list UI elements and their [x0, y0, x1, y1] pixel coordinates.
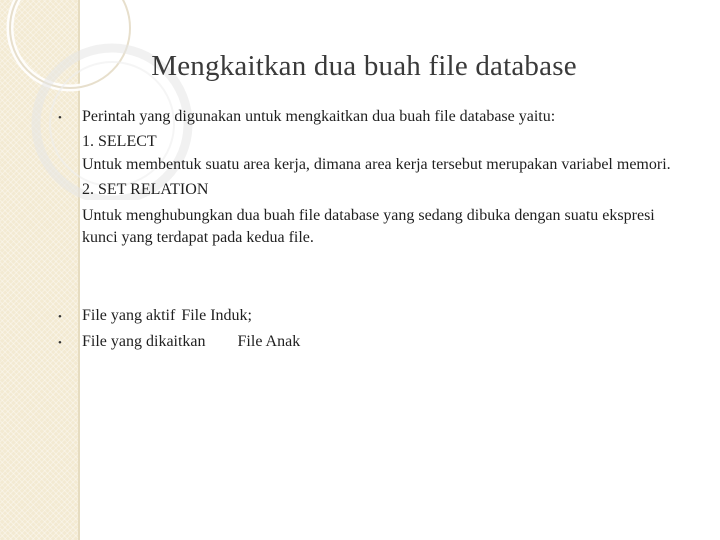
command-set-relation-label: 2. SET RELATION	[82, 181, 209, 198]
linked-file-label: File yang dikaitkan	[82, 333, 206, 350]
slide-title: Mengkaitkan dua buah file database	[151, 50, 577, 82]
active-file-label: File yang aktif	[82, 307, 176, 324]
child-file-label: File Anak	[237, 333, 301, 350]
bullet-marker: •	[58, 112, 62, 124]
bullet-marker: •	[58, 311, 62, 323]
file-relation-linked	[82, 330, 300, 354]
bullet-marker: •	[58, 337, 62, 349]
bullet-block-commands	[82, 105, 692, 249]
command-select-label: 1. SELECT	[82, 132, 157, 150]
command-set-relation-description: Untuk menghubungkan dua buah file database yang sedang dibuka dengan suatu ekspresi kunci yang terdapat pada kedua file.	[82, 206, 655, 246]
command-select-description: Untuk membentuk suatu area kerja, dimana area kerja tersebut merupakan variabel memori.	[82, 156, 671, 173]
intro-text: Perintah yang digunakan untuk mengkaitkan dua buah file database yaitu:	[82, 108, 556, 125]
parent-file-label: File Induk;	[181, 307, 252, 324]
file-relation-active	[82, 304, 252, 328]
